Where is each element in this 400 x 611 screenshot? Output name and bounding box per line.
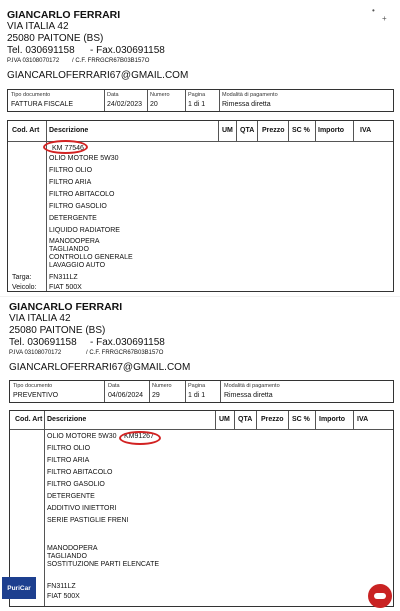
doc-type-label: Tipo documento — [13, 383, 53, 389]
targa-value: FN311LZ — [49, 274, 78, 281]
labor-item: MANODOPERA — [47, 545, 98, 552]
list-item: DETERGENTE — [49, 215, 97, 222]
doc-number-value: 20 — [150, 101, 158, 108]
payment-value: Rimessa diretta — [222, 101, 271, 108]
list-item: FILTRO ABITACOLO — [47, 469, 113, 476]
col-iva: IVA — [357, 416, 369, 423]
company-cf: / C.F. FRRGCR67B03B157O — [86, 350, 164, 356]
col-cod-art: Cod. Art — [15, 416, 43, 423]
col-prezzo: Prezzo — [261, 416, 284, 423]
col-um: UM — [219, 416, 230, 423]
company-cf: / C.F. FRRGCR67B03B157O — [72, 58, 150, 64]
company-name: GIANCARLO FERRARI — [9, 301, 123, 313]
puricar-logo: PuriCar — [2, 577, 36, 599]
doc-date-value: 24/02/2023 — [107, 101, 143, 108]
list-item: FILTRO ARIA — [47, 457, 90, 464]
company-name: GIANCARLO FERRARI — [7, 9, 121, 21]
company-address: VIA ITALIA 42 — [9, 313, 71, 324]
col-sc: SC % — [292, 416, 310, 423]
km-reading: KM 77546 — [52, 145, 84, 152]
list-item: ADDITIVO INIETTORI — [47, 505, 117, 512]
doc-date-label: Data — [108, 383, 120, 389]
list-item: SERIE PASTIGLIE FRENI — [47, 517, 129, 524]
col-qta: QTA — [240, 127, 255, 134]
company-piva: P.IVA 03108070172 — [9, 350, 62, 356]
veicolo-label: Veicolo: — [12, 284, 37, 291]
veicolo-value: FIAT 500X — [47, 593, 80, 600]
company-tel: Tel. 030691158 — [7, 45, 75, 56]
scan-mark: + — [382, 14, 387, 23]
list-item: FILTRO GASOLIO — [49, 203, 107, 210]
company-email: GIANCARLOFERRARI67@GMAIL.COM — [9, 362, 191, 373]
labor-item: SOSTITUZIONE PARTI ELENCATE — [47, 561, 160, 568]
doc-type-label: Tipo documento — [11, 92, 51, 98]
doc-page-label: Pagina — [188, 383, 206, 389]
col-iva: IVA — [360, 127, 372, 134]
list-item: OLIO MOTORE 5W30 — [47, 433, 117, 440]
doc-page-value: 1 di 1 — [188, 101, 206, 108]
labor-item: CONTROLLO GENERALE — [49, 254, 133, 261]
col-importo: Importo — [318, 127, 345, 134]
doc-number-label: Numero — [152, 383, 172, 389]
company-tel: Tel. 030691158 — [9, 337, 77, 348]
brand-logo-icon — [368, 584, 392, 608]
company-city: 25080 PAITONE (BS) — [7, 33, 104, 44]
company-piva: P.IVA 03108070172 — [7, 58, 60, 64]
doc-page-label: Pagina — [188, 92, 206, 98]
labor-item: MANODOPERA — [49, 238, 100, 245]
labor-item: LAVAGGIO AUTO — [49, 262, 106, 269]
invoice-document — [0, 0, 400, 296]
col-um: UM — [222, 127, 233, 134]
list-item: OLIO MOTORE 5W30 — [49, 155, 119, 162]
col-prezzo: Prezzo — [262, 127, 285, 134]
list-item: DETERGENTE — [47, 493, 95, 500]
list-item: LIQUIDO RADIATORE — [49, 227, 120, 234]
targa-label: Targa: — [12, 274, 32, 281]
items-table — [9, 410, 394, 607]
doc-number-label: Numero — [150, 92, 170, 98]
scan-mark: • — [372, 6, 375, 15]
list-item: FILTRO ABITACOLO — [49, 191, 115, 198]
col-descrizione: Descrizione — [47, 416, 87, 423]
document-info-box — [9, 380, 394, 403]
list-item: FILTRO OLIO — [49, 167, 93, 174]
col-cod-art: Cod. Art — [12, 127, 40, 134]
km-highlight-circle — [43, 140, 88, 154]
list-item: FILTRO ARIA — [49, 179, 92, 186]
veicolo-value: FIAT 500X — [49, 284, 82, 291]
list-item: FILTRO OLIO — [47, 445, 91, 452]
targa-value: FN311LZ — [47, 583, 76, 590]
col-descrizione: Descrizione — [49, 127, 89, 134]
labor-item: TAGLIANDO — [49, 246, 89, 253]
col-sc: SC % — [292, 127, 310, 134]
doc-number-value: 29 — [152, 392, 160, 399]
doc-type-value: FATTURA FISCALE — [11, 101, 74, 108]
doc-date-label: Data — [107, 92, 119, 98]
col-importo: Importo — [319, 416, 346, 423]
doc-page-value: 1 di 1 — [188, 392, 206, 399]
list-item: FILTRO GASOLIO — [47, 481, 105, 488]
payment-value: Rimessa diretta — [224, 392, 273, 399]
doc-date-value: 04/06/2024 — [108, 392, 144, 399]
col-qta: QTA — [238, 416, 253, 423]
km-reading: KM91267 — [124, 433, 154, 440]
document-info-box — [7, 89, 394, 112]
company-address: VIA ITALIA 42 — [7, 21, 69, 32]
doc-type-value: PREVENTIVO — [13, 392, 59, 399]
company-fax: - Fax.030691158 — [90, 45, 165, 56]
company-email: GIANCARLOFERRARI67@GMAIL.COM — [7, 70, 189, 81]
km-highlight-circle — [119, 431, 161, 445]
payment-label: Modalità di pagamento — [222, 92, 278, 98]
quote-document — [0, 297, 400, 611]
payment-label: Modalità di pagamento — [224, 383, 280, 389]
labor-item: TAGLIANDO — [47, 553, 87, 560]
company-city: 25080 PAITONE (BS) — [9, 325, 106, 336]
company-fax: - Fax.030691158 — [90, 337, 165, 348]
